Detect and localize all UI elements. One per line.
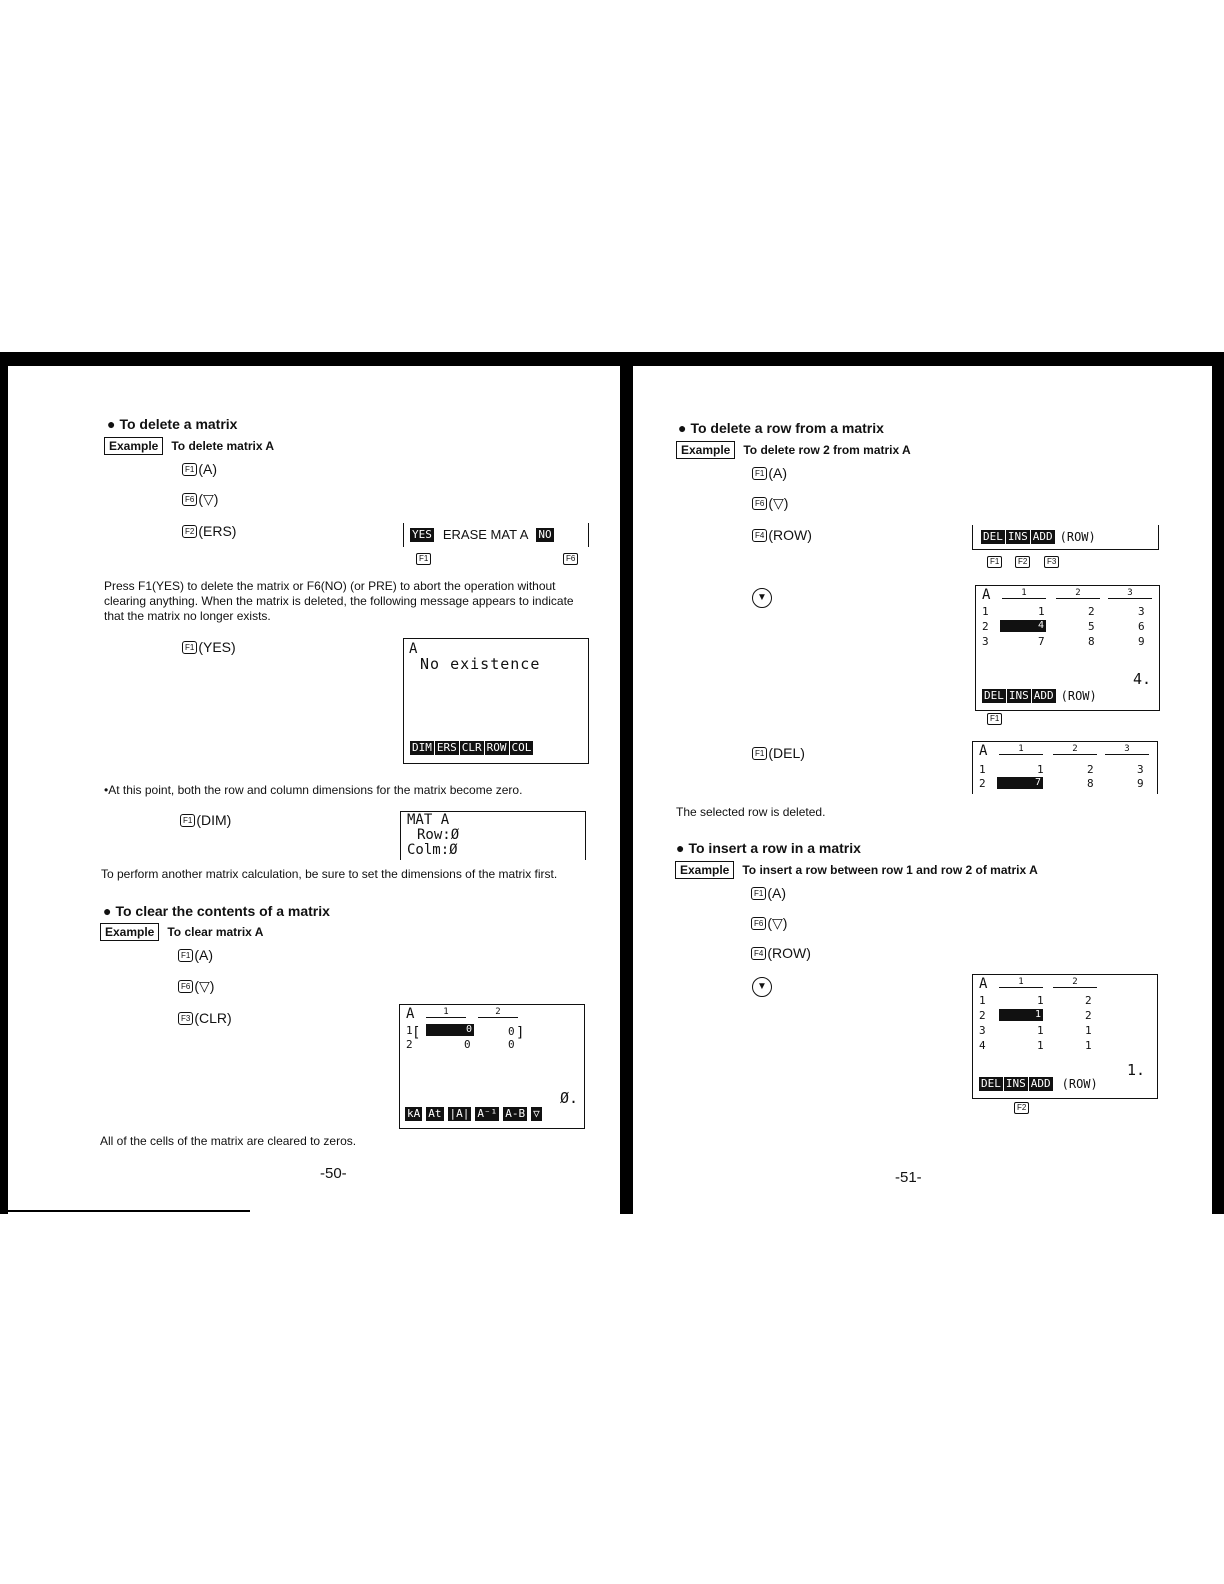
dim-line-3: Colm:Ø <box>407 842 458 858</box>
column-header: 2 <box>1053 744 1097 755</box>
key-step-label: (ROW) <box>768 527 812 543</box>
function-key: F1 <box>752 467 767 480</box>
key-step-label: (A) <box>768 465 788 481</box>
matrix-cell: 9 <box>1138 635 1145 648</box>
row-index: 3 <box>979 1024 986 1037</box>
matrix-cell: 2 <box>1087 763 1094 776</box>
section-heading-delete-row: ● To delete a row from a matrix <box>678 420 884 436</box>
key-step-label: (▽) <box>194 978 215 994</box>
page-number-right: -51- <box>895 1169 922 1186</box>
key-step <box>752 527 812 543</box>
function-key: F6 <box>752 497 767 510</box>
menu-tail: (ROW) <box>1060 689 1097 703</box>
example-text: To clear matrix A <box>167 925 264 939</box>
column-header: 2 <box>478 1007 518 1018</box>
matrix-cell: 8 <box>1087 777 1094 790</box>
selected-cell: 7 <box>997 777 1043 789</box>
menu-row: ROW <box>486 741 507 754</box>
menu-tail: (ROW) <box>1061 1077 1098 1091</box>
row-index: 2 <box>979 777 986 790</box>
dim-line-2: Row:Ø <box>417 827 460 843</box>
row-index: 1 <box>406 1024 413 1037</box>
example-label: Example <box>676 441 735 459</box>
menu-yes: YES <box>412 527 432 541</box>
key-step <box>182 639 236 655</box>
lcd-erase-confirm-screen <box>403 523 589 547</box>
menu-del: DEL <box>983 530 1003 543</box>
page-number-left: -50- <box>320 1165 347 1182</box>
lcd-matrix-3x3-screen <box>975 585 1160 711</box>
lcd-row-menu-screen <box>972 525 1159 550</box>
lcd-dim-screen <box>400 811 586 860</box>
paragraph-erase: Press F1(YES) to delete the matrix or F6(NO) (or PRE) to abort the operation without clearing anything. When the matrix is deleted, the following message appears to indicate that the matrix no longer exists. <box>104 579 574 623</box>
matrix-cell: 3 <box>1137 763 1144 776</box>
function-key: F1 <box>180 814 195 827</box>
key-step <box>178 978 214 995</box>
matrix-cell: 8 <box>1088 635 1095 648</box>
paragraph-dimensions: To perform another matrix calculation, be sure to set the dimensions of the matrix first. <box>101 867 558 881</box>
menu-ins: INS <box>1007 530 1028 543</box>
menu-no: NO <box>538 527 552 541</box>
function-key: F6 <box>751 917 766 930</box>
key-step-label: (A) <box>194 947 214 963</box>
example-row <box>104 437 274 455</box>
matrix-cell: 1 <box>1037 1024 1044 1037</box>
matrix-cell: 0 <box>464 1038 471 1051</box>
key-step <box>182 491 218 508</box>
matrix-cell: 5 <box>1088 620 1095 633</box>
function-key-label: F1 <box>987 713 1002 725</box>
function-key: F2 <box>182 525 197 538</box>
lcd-menu-bar <box>410 741 534 755</box>
example-text: To delete row 2 from matrix A <box>743 443 911 457</box>
key-step-label: (A) <box>198 461 218 477</box>
example-row <box>100 923 263 941</box>
key-step <box>752 495 788 512</box>
display-value: Ø. <box>559 1089 578 1107</box>
key-step <box>752 745 805 761</box>
column-header: 1 <box>999 977 1043 988</box>
matrix-cell: 9 <box>1137 777 1144 790</box>
lcd-menu-bar <box>405 1107 543 1121</box>
menu-tail: (ROW) <box>1059 530 1096 544</box>
selected-cell: 0 <box>426 1024 474 1036</box>
function-key-label: F2 <box>1015 556 1030 568</box>
page-top-border <box>0 352 1224 366</box>
matrix-cell: 0 <box>508 1025 515 1038</box>
dim-line-1: MAT A <box>407 812 450 828</box>
cursor-down-key-icon: ▼ <box>752 977 772 997</box>
matrix-cell: 0 <box>508 1038 515 1051</box>
row-index: 2 <box>979 1009 986 1022</box>
column-header: 3 <box>1105 744 1149 755</box>
key-step-label: (DIM) <box>196 812 232 828</box>
key-step-label: (A) <box>767 885 787 901</box>
example-row <box>676 441 911 459</box>
matrix-cell: 3 <box>1138 605 1145 618</box>
function-key-label: F1 <box>987 556 1002 568</box>
menu-inverse: A⁻¹ <box>477 1107 498 1120</box>
menu-next-icon: ▽ <box>533 1107 540 1120</box>
function-key: F4 <box>752 529 767 542</box>
paragraph-cleared: All of the cells of the matrix are cleared to zeros. <box>100 1134 357 1148</box>
key-step-label: (ERS) <box>198 523 237 539</box>
note-zero-dimensions: •At this point, both the row and column dimensions for the matrix become zero. <box>104 783 523 797</box>
page-left-border <box>0 352 8 1214</box>
menu-determinant: |A| <box>449 1107 470 1120</box>
key-step <box>751 885 786 901</box>
paragraph-row-deleted: The selected row is deleted. <box>676 805 826 819</box>
key-step <box>178 1010 232 1026</box>
menu-del: DEL <box>984 689 1004 702</box>
lcd-matrix-after-delete-screen <box>972 741 1158 794</box>
column-header: 1 <box>999 744 1043 755</box>
function-key: F1 <box>182 641 197 654</box>
section-heading-clear-matrix: ● To clear the contents of a matrix <box>103 903 330 919</box>
lcd-matrix-insert-screen <box>972 974 1158 1099</box>
matrix-cell: 2 <box>1088 605 1095 618</box>
matrix-cell: 2 <box>1085 994 1092 1007</box>
menu-transpose: At <box>428 1107 442 1120</box>
key-step-label: (▽) <box>198 491 219 507</box>
screen-title: A <box>409 641 418 657</box>
menu-col: COL <box>511 741 532 754</box>
menu-ins: INS <box>1005 1077 1026 1090</box>
matrix-cell: 7 <box>1038 635 1045 648</box>
row-index: 3 <box>982 635 989 648</box>
lcd-no-existence-screen <box>403 638 589 764</box>
menu-ers: ERS <box>436 741 457 754</box>
example-label: Example <box>104 437 163 455</box>
function-key: F3 <box>178 1012 193 1025</box>
menu-add: ADD <box>1032 530 1053 543</box>
key-step <box>751 945 811 961</box>
matrix-title: A <box>406 1006 415 1022</box>
column-header: 2 <box>1053 977 1097 988</box>
no-existence-message: No existence <box>420 655 541 673</box>
selected-cell: 1 <box>999 1009 1043 1021</box>
key-step <box>752 465 787 481</box>
function-key-label: F1 <box>416 553 431 565</box>
menu-ins: INS <box>1008 689 1029 702</box>
matrix-cell: 1 <box>1037 1039 1044 1052</box>
example-row <box>675 861 1038 879</box>
lcd-menu-bar <box>982 689 1097 703</box>
display-value: 1. <box>1126 1061 1145 1079</box>
lcd-menu-bar <box>979 1077 1098 1091</box>
cursor-down-key-icon: ▼ <box>752 588 772 608</box>
section-heading-insert-row: ● To insert a row in a matrix <box>676 840 861 856</box>
function-key-label: F2 <box>1014 1102 1029 1114</box>
function-key: F1 <box>178 949 193 962</box>
column-header: 1 <box>426 1007 466 1018</box>
row-index: 1 <box>979 994 986 1007</box>
lcd-cleared-matrix-screen: A 1 2 1 [ 0 0 ] 2 0 0 Ø. kA At |A| A⁻¹ A-B ▽ <box>399 1004 585 1129</box>
matrix-title: A <box>979 743 988 759</box>
selected-cell: 4 <box>1000 620 1046 632</box>
key-step <box>182 461 217 477</box>
column-header: 1 <box>1002 588 1046 599</box>
matrix-cell: 1 <box>1037 994 1044 1007</box>
erase-message: ERASE MAT A <box>442 527 529 542</box>
key-step-label: (DEL) <box>768 745 805 761</box>
menu-ka: kA <box>407 1107 421 1120</box>
function-key: F6 <box>182 493 197 506</box>
matrix-cell: 2 <box>1085 1009 1092 1022</box>
row-index: 2 <box>982 620 989 633</box>
column-header: 2 <box>1056 588 1100 599</box>
function-key: F6 <box>178 980 193 993</box>
key-step-label: (YES) <box>198 639 236 655</box>
key-step-label: (CLR) <box>194 1010 232 1026</box>
matrix-cell: 1 <box>1085 1039 1092 1052</box>
key-step-label: (ROW) <box>767 945 811 961</box>
function-key: F1 <box>752 747 767 760</box>
menu-add: ADD <box>1033 689 1054 702</box>
row-index: 1 <box>982 605 989 618</box>
function-key-label: F6 <box>563 553 578 565</box>
page-bottom-rule <box>0 1210 250 1212</box>
key-step-label: (▽) <box>768 495 789 511</box>
column-header: 3 <box>1108 588 1152 599</box>
row-index: 4 <box>979 1039 986 1052</box>
menu-dim: DIM <box>412 741 432 754</box>
display-value: 4. <box>1132 670 1151 688</box>
book-gutter <box>620 352 633 1214</box>
row-index: 1 <box>979 763 986 776</box>
matrix-cell: 1 <box>1038 605 1045 618</box>
function-key: F1 <box>182 463 197 476</box>
row-index: 2 <box>406 1038 413 1051</box>
example-label: Example <box>100 923 159 941</box>
matrix-cell: 1 <box>1037 763 1044 776</box>
menu-del: DEL <box>981 1077 1001 1090</box>
menu-add: ADD <box>1030 1077 1051 1090</box>
function-key: F4 <box>751 947 766 960</box>
function-key: F1 <box>751 887 766 900</box>
section-heading-delete-matrix: ● To delete a matrix <box>107 416 238 432</box>
example-text: To delete matrix A <box>171 439 275 453</box>
page-right-border <box>1212 352 1224 1214</box>
example-text: To insert a row between row 1 and row 2 of matrix A <box>742 863 1038 877</box>
key-step <box>751 915 787 932</box>
key-step <box>182 523 236 539</box>
matrix-cell: 1 <box>1085 1024 1092 1037</box>
matrix-title: A <box>982 587 991 603</box>
matrix-cell: 6 <box>1138 620 1145 633</box>
key-step <box>180 812 231 828</box>
matrix-title: A <box>979 976 988 992</box>
example-label: Example <box>675 861 734 879</box>
key-step-label: (▽) <box>767 915 788 931</box>
function-key-label: F3 <box>1044 556 1059 568</box>
menu-a-minus-b: A-B <box>505 1107 526 1120</box>
key-step <box>178 947 213 963</box>
menu-clr: CLR <box>461 741 482 754</box>
